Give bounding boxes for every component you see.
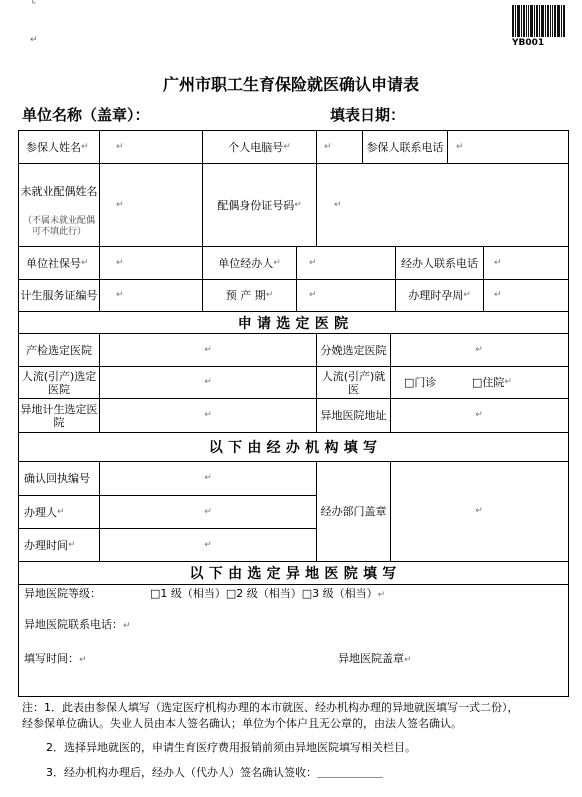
handler-field[interactable]: ↵ bbox=[204, 506, 212, 517]
insured-name-field[interactable]: ↵ bbox=[116, 141, 124, 152]
spouse-name-label: 未就业配偶姓名 bbox=[20, 185, 98, 198]
remote-fp-hosp-label: 异地计生选定医院 bbox=[20, 402, 98, 429]
section-agency: 以 下 由 经 办 机 构 填 写 bbox=[208, 440, 378, 456]
receipt-no-field[interactable]: ↵ bbox=[204, 473, 212, 483]
dept-seal-label: 经办部门盖章 bbox=[320, 505, 387, 518]
barcode bbox=[512, 5, 574, 37]
spouse-name-field[interactable]: ↵ bbox=[116, 199, 124, 210]
gest-week-field[interactable]: ↵ bbox=[494, 290, 502, 300]
abortion-hosp-label: 人流(引产)选定医院 bbox=[21, 369, 97, 396]
unit-handler-field[interactable]: ↵ bbox=[309, 257, 317, 268]
remote-level-options[interactable]: □1 级（相当）□2 级（相当）□3 级（相当）↵ bbox=[150, 587, 386, 600]
prenatal-hosp-label: 产检选定医院 bbox=[26, 343, 92, 357]
delivery-hosp-field[interactable]: ↵ bbox=[475, 344, 483, 355]
fill-date-label: 填表日期： bbox=[330, 106, 406, 124]
remote-hosp-addr-label: 异地医院地址 bbox=[320, 409, 387, 422]
remote-fp-hosp-field[interactable]: ↵ bbox=[204, 410, 212, 420]
spouse-id-label: 配偶身份证号码 ↵ bbox=[217, 198, 302, 212]
form-title: 广州市职工生育保险就医确认申请表 bbox=[162, 75, 419, 94]
spouse-id-field[interactable]: ↵ bbox=[334, 199, 342, 210]
section-remote-hospital: 以 下 由 选 定 异 地 医 院 填 写 bbox=[189, 566, 397, 582]
abortion-visit-label: 人流(引产)就医 bbox=[321, 369, 386, 396]
form-code: YB001 bbox=[512, 38, 545, 48]
remote-hosp-addr-field[interactable]: ↵ bbox=[475, 410, 483, 420]
remote-seal-label: 异地医院盖章↵ bbox=[338, 652, 412, 665]
handle-time-label: 办理时间 ↵ bbox=[24, 538, 76, 552]
corner-mark: ↵ bbox=[30, 35, 38, 45]
section-apply-hospital: 申 请 选 定 医 院 bbox=[237, 315, 349, 332]
fill-time-label: 填写时间：↵ bbox=[24, 652, 87, 665]
outpatient-checkbox[interactable]: □门诊 bbox=[404, 376, 437, 389]
handler-label: 办理人 ↵ bbox=[24, 505, 65, 519]
note-1-cont: 经参保单位确认。失业人员由本人签名确认；单位为个体户且无公章的，由法人签名确认。 bbox=[22, 717, 462, 730]
spouse-note: （不属未就业配偶可不填此行） bbox=[22, 216, 95, 237]
personal-id-field[interactable]: ↵ bbox=[324, 141, 332, 152]
insured-name-label: 参保人姓名 ↵ bbox=[26, 140, 89, 154]
due-date-label: 预 产 期 ↵ bbox=[225, 289, 274, 302]
note-1: 注：1．此表由参保人填写（选定医疗机构办理的本市就医、经办机构办理的异地就医填写一式二份）， bbox=[22, 701, 519, 714]
handle-time-field[interactable]: ↵ bbox=[204, 539, 212, 550]
unit-ss-label: 单位社保号 ↵ bbox=[26, 256, 89, 270]
handler-phone-field[interactable]: ↵ bbox=[494, 257, 502, 268]
abortion-hosp-field[interactable]: ↵ bbox=[204, 377, 212, 387]
gest-week-label: 办理时孕周 ↵ bbox=[408, 289, 471, 302]
remote-level-label: 异地医院等级： bbox=[24, 587, 101, 600]
insured-phone-label: 参保人联系电话 bbox=[366, 140, 444, 154]
receipt-no-label: 确认回执编号 bbox=[24, 472, 90, 485]
note-3: 3．经办机构办理后，经办人（代办人）签名确认签收：＿＿＿＿＿＿ bbox=[46, 766, 383, 779]
corner-mark: └ bbox=[30, 0, 36, 9]
insured-phone-field[interactable]: ↵ bbox=[456, 141, 464, 152]
unit-ss-field[interactable]: ↵ bbox=[116, 257, 124, 268]
note-2: 2．选择异地就医的，申请生育医疗费用报销前须由异地医院填写相关栏目。 bbox=[46, 741, 416, 754]
unit-handler-label: 单位经办人 ↵ bbox=[218, 256, 281, 270]
remote-phone-label: 异地医院联系电话：↵ bbox=[24, 618, 131, 631]
dept-seal-field[interactable]: ↵ bbox=[475, 506, 483, 516]
prenatal-hosp-field[interactable]: ↵ bbox=[204, 344, 212, 355]
family-plan-field[interactable]: ↵ bbox=[116, 290, 124, 300]
personal-id-label: 个人电脑号 ↵ bbox=[228, 140, 291, 154]
due-date-field[interactable]: ↵ bbox=[309, 290, 317, 300]
handler-phone-label: 经办人联系电话 bbox=[401, 256, 478, 270]
inpatient-checkbox[interactable]: □住院 ↵ bbox=[472, 376, 512, 389]
family-plan-label: 计生服务证编号 bbox=[20, 289, 98, 302]
delivery-hosp-label: 分娩选定医院 bbox=[320, 343, 387, 357]
unit-name-label: 单位名称（盖章）： bbox=[22, 106, 150, 124]
